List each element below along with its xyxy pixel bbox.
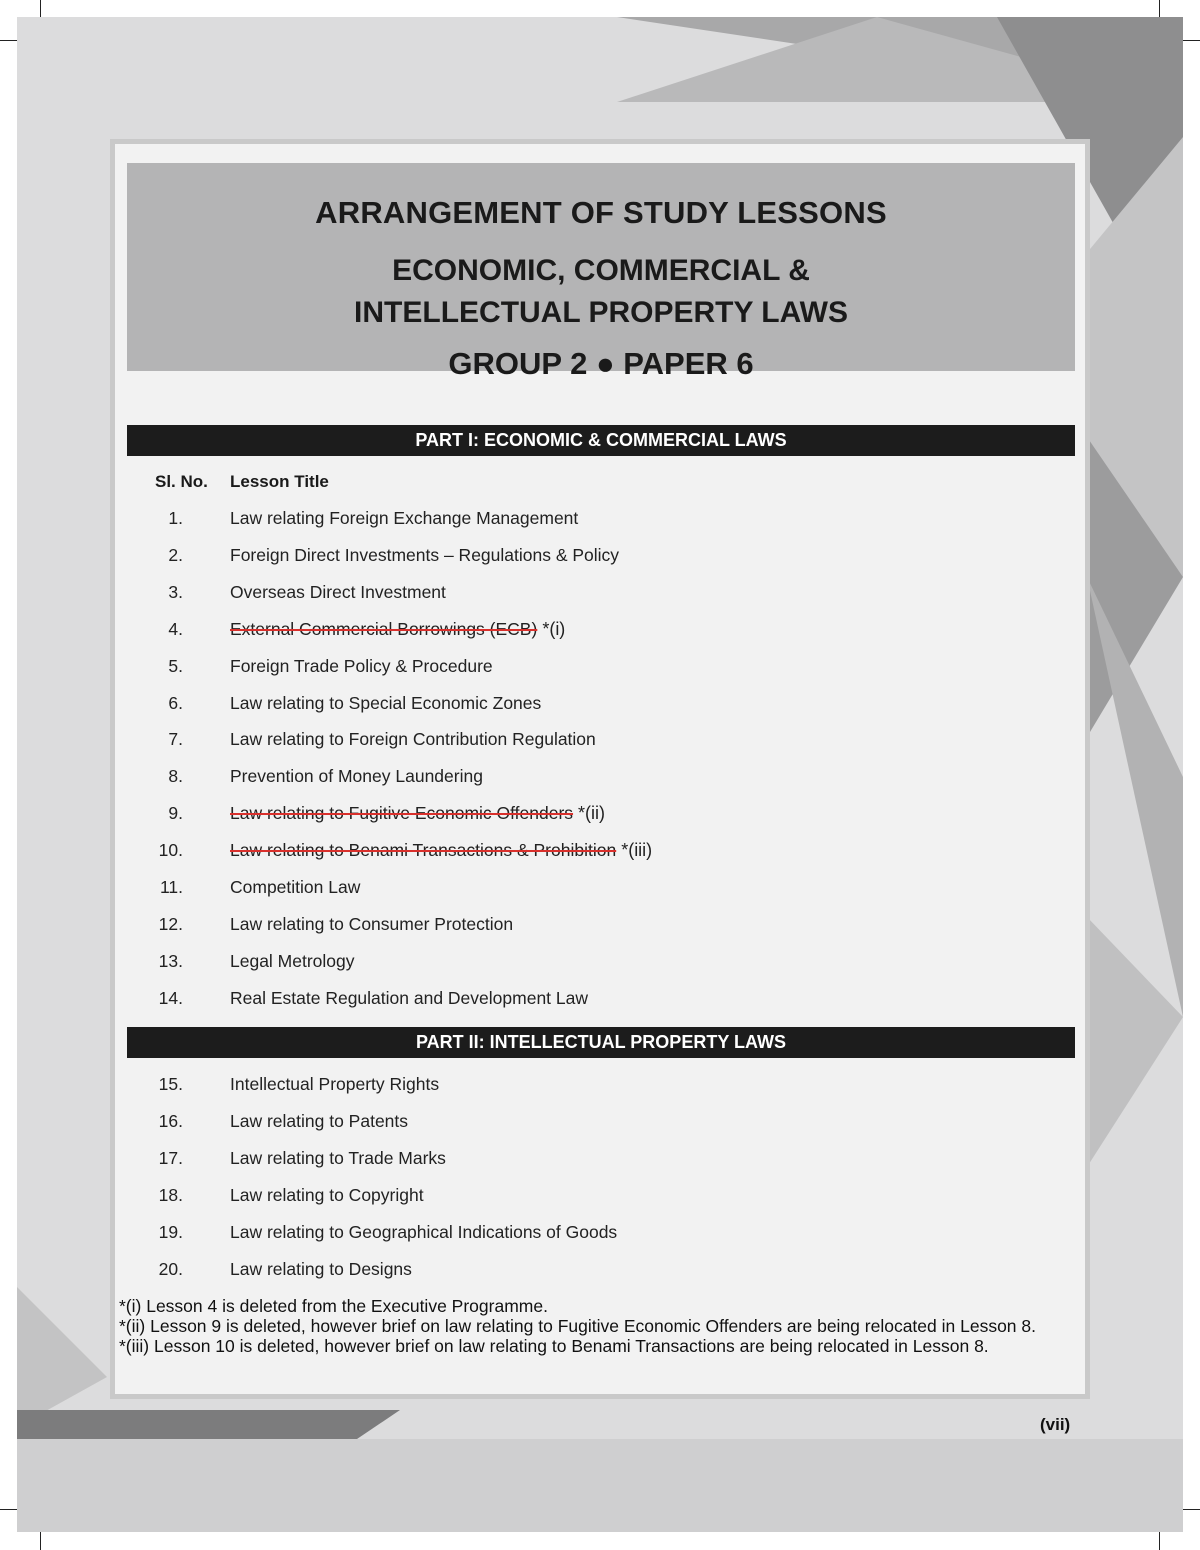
lesson-title-text: Foreign Direct Investments – Regulations & Policy <box>230 544 620 565</box>
lesson-title <box>230 1111 408 1132</box>
lesson-number: 16. <box>158 1110 183 1131</box>
lesson-row <box>115 988 1075 1018</box>
footnote: *(iii) Lesson 10 is deleted, however brief on law relating to Benami Transactions are being relocated in Lesson 8. <box>119 1336 989 1356</box>
footer-bar <box>17 1410 400 1439</box>
lesson-title <box>230 729 596 750</box>
lesson-title-text: Prevention of Money Laundering <box>230 766 483 787</box>
lesson-title-text: Real Estate Regulation and Development Law <box>230 987 588 1008</box>
lesson-title-text: Law relating to Special Economic Zones <box>230 692 542 713</box>
lesson-number: 13. <box>158 950 183 971</box>
lesson-title-text: Law relating to Consumer Protection <box>230 913 514 934</box>
lesson-title-text: Law relating to Benami Transactions & Prohibition <box>230 840 617 861</box>
lesson-row <box>115 693 1075 723</box>
footnotes <box>119 1296 1036 1356</box>
lesson-title-text: Competition Law <box>230 877 361 897</box>
lesson-number: 5. <box>168 655 183 676</box>
document-title: ARRANGEMENT OF STUDY LESSONS <box>315 195 887 230</box>
lesson-title-text: External Commercial Borrowings (ECB) <box>230 618 538 639</box>
lesson-row <box>115 1111 1075 1141</box>
lesson-number: 7. <box>168 729 183 750</box>
lesson-title <box>230 656 493 677</box>
deletion-footnote-mark: *(i) <box>537 618 566 639</box>
lesson-title <box>230 1222 617 1243</box>
lesson-title-text: Intellectual Property Rights <box>230 1074 440 1094</box>
lesson-title <box>230 803 605 824</box>
lesson-title-text: Overseas Direct Investment <box>230 581 446 602</box>
content-panel <box>110 139 1090 1399</box>
lesson-row <box>115 656 1075 686</box>
lesson-title <box>230 877 360 898</box>
subject-title-line-1: ECONOMIC, COMMERCIAL & <box>392 254 810 287</box>
lesson-number: 9. <box>168 803 183 824</box>
lesson-row <box>115 1222 1075 1252</box>
lesson-number: 15. <box>158 1074 183 1094</box>
lesson-row <box>115 1259 1075 1289</box>
lesson-row <box>115 766 1075 796</box>
lesson-row <box>115 840 1075 870</box>
lesson-number: 3. <box>168 581 183 602</box>
lesson-row <box>115 1148 1075 1178</box>
lesson-title-text: Law relating to Geographical Indications of Goods <box>230 1221 618 1242</box>
lesson-row <box>115 582 1075 612</box>
lesson-title <box>230 1074 439 1095</box>
page-number: (vii) <box>1040 1415 1071 1434</box>
lesson-title <box>230 988 588 1009</box>
subject-title <box>127 250 1075 334</box>
lesson-title <box>230 1148 446 1169</box>
lesson-row <box>115 803 1075 833</box>
lesson-number: 2. <box>168 544 183 565</box>
lesson-number: 6. <box>168 692 183 713</box>
footnote: *(i) Lesson 4 is deleted from the Executive Programme. <box>119 1296 548 1316</box>
lesson-title-text: Law relating to Designs <box>230 1258 412 1279</box>
lesson-title-text: Law relating to Trade Marks <box>230 1147 446 1168</box>
lesson-number: 17. <box>158 1147 183 1168</box>
lesson-row <box>115 619 1075 649</box>
lesson-title <box>230 693 541 714</box>
lesson-row <box>115 914 1075 944</box>
lesson-number: 19. <box>158 1221 183 1242</box>
deletion-footnote-mark: *(ii) <box>573 803 606 824</box>
footer-band <box>17 1439 1183 1532</box>
lesson-title <box>230 766 483 787</box>
deletion-footnote-mark: *(iii) <box>616 840 653 861</box>
lesson-title <box>230 619 565 640</box>
subject-title-line-2: INTELLECTUAL PROPERTY LAWS <box>354 296 848 329</box>
lesson-number: 14. <box>158 987 183 1008</box>
part-1-heading: PART I: ECONOMIC & COMMERCIAL LAWS <box>127 425 1075 456</box>
lesson-row <box>115 545 1075 575</box>
lesson-title <box>230 582 446 603</box>
lesson-title-text: Law relating Foreign Exchange Management <box>230 508 579 528</box>
lesson-number: 1. <box>168 508 183 528</box>
lesson-number: 18. <box>158 1184 183 1205</box>
lesson-row <box>115 1074 1075 1104</box>
lesson-title-text: Foreign Trade Policy & Procedure <box>230 655 493 676</box>
lesson-title <box>230 914 513 935</box>
lesson-row <box>115 951 1075 981</box>
column-header-sl-no: Sl. No. <box>155 472 208 491</box>
lesson-row <box>115 877 1075 907</box>
lesson-number: 11. <box>159 877 183 897</box>
lesson-title-text: Law relating to Fugitive Economic Offenders <box>230 803 574 824</box>
lesson-number: 10. <box>158 840 183 861</box>
lesson-number: 8. <box>168 766 183 787</box>
part-2-heading: PART II: INTELLECTUAL PROPERTY LAWS <box>127 1027 1075 1058</box>
lesson-number: 4. <box>168 618 183 639</box>
title-box <box>127 163 1075 381</box>
footnote: *(ii) Lesson 9 is deleted, however brief on law relating to Fugitive Economic Offenders are being relocated in Lesson 8. <box>119 1316 1036 1336</box>
lesson-number: 12. <box>158 913 183 934</box>
lesson-row <box>115 508 1075 538</box>
lesson-title-text: Law relating to Patents <box>230 1110 409 1131</box>
lesson-title <box>230 1185 424 1206</box>
lesson-title-text: Law relating to Foreign Contribution Regulation <box>230 729 596 750</box>
column-header-lesson-title: Lesson Title <box>230 472 329 491</box>
lesson-title <box>230 508 578 529</box>
lesson-title-text: Law relating to Copyright <box>230 1184 424 1205</box>
group-paper-label: GROUP 2 ● PAPER 6 <box>448 346 754 381</box>
lesson-title <box>230 1259 412 1280</box>
lesson-title <box>230 840 652 861</box>
lesson-title <box>230 951 355 972</box>
lesson-title-text: Legal Metrology <box>230 950 355 971</box>
lesson-row <box>115 729 1075 759</box>
lesson-number: 20. <box>158 1258 183 1279</box>
lesson-row <box>115 1185 1075 1215</box>
lesson-title <box>230 545 619 566</box>
